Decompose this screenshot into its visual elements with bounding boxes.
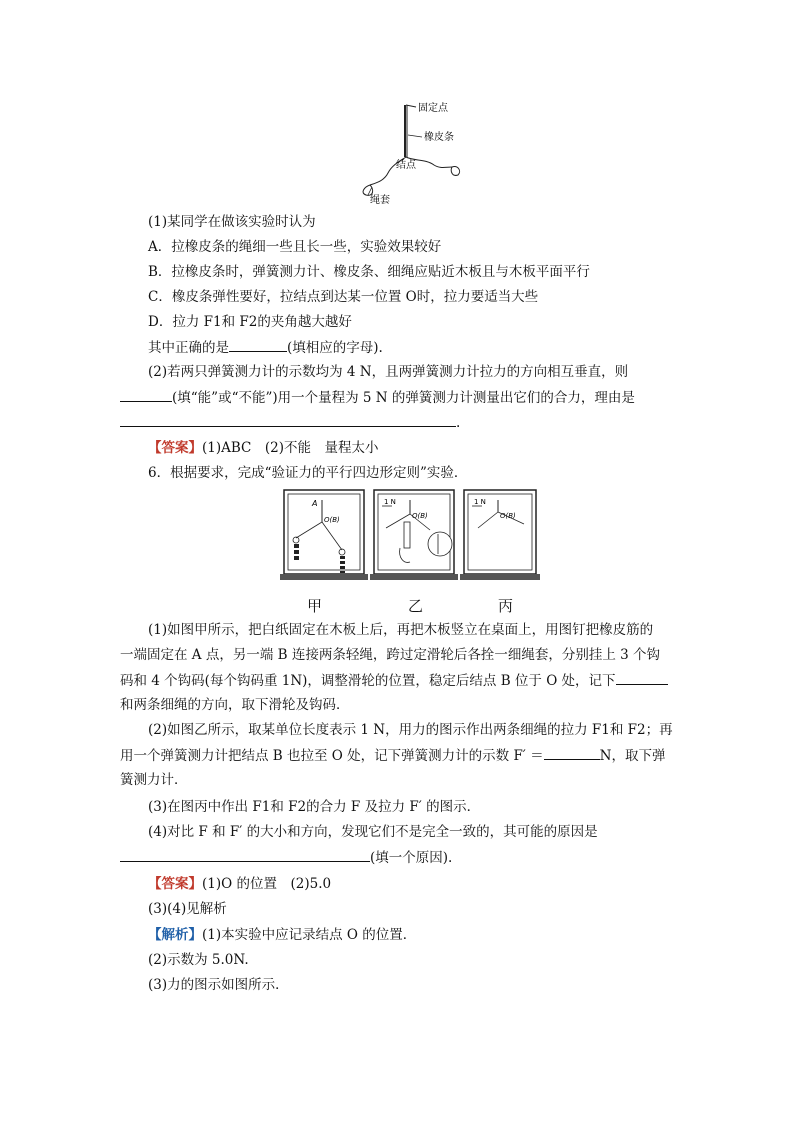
svg-text:A: A [312, 499, 318, 508]
p2-line2 [120, 745, 665, 766]
svg-text:O(B): O(B) [412, 512, 428, 520]
board-bing [460, 490, 540, 580]
q2-end-dot: . [456, 415, 461, 431]
p4-line2-text: (填一个原因). [370, 850, 453, 866]
q2-line2 [120, 387, 635, 408]
p2-line1: (2)如图乙所示，取某单位长度表示 1 N，用力的图示作出两条细绳的拉力 F1和 F2；再 [148, 722, 673, 738]
p1-line1: (1)如图甲所示，把白纸固定在木板上后，再把木板竖立在桌面上，用图钉把橡皮筋的 [148, 622, 654, 638]
p4-line2 [120, 847, 452, 868]
panel-label-jia: 甲 [307, 597, 323, 615]
answer-2-line2: (3)(4)见解析 [148, 901, 227, 917]
panel-label-bing: 丙 [498, 597, 514, 615]
answer-1-text: (1)ABC (2)不能 量程太小 [202, 440, 379, 456]
svg-text:1 N: 1 N [384, 498, 396, 506]
option-d: D．拉力 F1和 F2的夹角越大越好 [148, 314, 352, 330]
q1-answer-line [148, 337, 383, 358]
p1-blank[interactable] [616, 670, 668, 685]
rubber-band-label: 橡皮条 [424, 132, 454, 143]
p2-line2-text: 用一个弹簧测力计把结点 B 也拉至 O 处，记下弹簧测力计的示数 F′ ＝ [120, 748, 544, 764]
q2-line2-text: (填“能”或“不能”)用一个量程为 5 N 的弹簧测力计测量出它们的合力，理由是 [172, 390, 635, 406]
option-c: C．橡皮条弹性要好，拉结点到达某一位置 O时，拉力要适当大些 [148, 289, 539, 305]
question-6-title: 6．根据要求，完成“验证力的平行四边形定则”实验． [148, 465, 468, 481]
svg-text:O(B): O(B) [500, 512, 516, 520]
p4-blank[interactable] [120, 847, 370, 862]
p2-blank[interactable] [544, 745, 600, 760]
q1-tail-text: (填相应的字母). [287, 340, 383, 356]
option-b: B．拉橡皮条时，弹簧测力计、橡皮条、细绳应贴近木板且与木板平面平行 [148, 264, 590, 280]
knot-label: 结点 [396, 160, 416, 171]
q2-line1: (2)若两只弹簧测力计的示数均为 4 N，且两弹簧测力计拉力的方向相互垂直，则 [148, 364, 629, 380]
rope-loop-label: 绳套 [370, 195, 390, 205]
p1-line3-text: 码和 4 个钩码(每个钩码重 1N)，调整滑轮的位置，稳定后结点 B 位于 O 处，记下 [120, 673, 616, 689]
answer-1-tag: 【答案】 [148, 440, 202, 456]
p1-line4: 和两条细绳的方向，取下滑轮及钩码． [120, 697, 350, 713]
three-boards-figure [280, 488, 540, 590]
board-jia [280, 490, 368, 580]
q1-correct-text: 其中正确的是 [148, 340, 229, 356]
q2-line3 [120, 412, 460, 433]
panel-label-yi: 乙 [408, 597, 424, 615]
svg-text:O(B): O(B) [324, 516, 340, 524]
answer-2 [148, 874, 331, 894]
p3-line: (3)在图丙中作出 F1和 F2的合力 F 及拉力 F′ 的图示． [148, 799, 481, 815]
p1-line3 [120, 670, 668, 691]
q1-blank[interactable] [229, 337, 287, 352]
jiexi-tag: 【解析】 [148, 927, 202, 943]
jiexi-line3: (3)力的图示如图所示． [148, 977, 289, 993]
board-yi [370, 490, 458, 580]
svg-text:1 N: 1 N [474, 498, 486, 506]
jiexi-line2: (2)示数为 5.0N. [148, 952, 249, 968]
q2-blank-reason[interactable] [120, 412, 456, 427]
rubber-band-diagram [330, 95, 480, 205]
option-a: A．拉橡皮条的绳细一些且长一些，实验效果较好 [148, 239, 442, 255]
question-intro: (1)某同学在做该实验时认为 [148, 214, 316, 230]
fixed-point-label: 固定点 [418, 103, 448, 114]
p4-line1: (4)对比 F 和 F′ 的大小和方向，发现它们不是完全一致的，其可能的原因是 [148, 824, 598, 840]
answer-2-text: (1)O 的位置 (2)5.0 [202, 876, 332, 892]
p2-line2-tail: N，取下弹 [599, 748, 666, 764]
q2-blank-can[interactable] [120, 387, 172, 402]
answer-2-tag: 【答案】 [148, 876, 202, 892]
p2-line3: 簧测力计． [120, 772, 188, 788]
jiexi-text-1: (1)本实验中应记录结点 O 的位置． [202, 927, 417, 943]
p1-line2: 一端固定在 A 点，另一端 B 连接两条轻绳，跨过定滑轮后各拴一细绳套，分别挂上 3 个钩 [120, 647, 661, 663]
jiexi-line1 [148, 925, 416, 945]
answer-1 [148, 438, 379, 458]
